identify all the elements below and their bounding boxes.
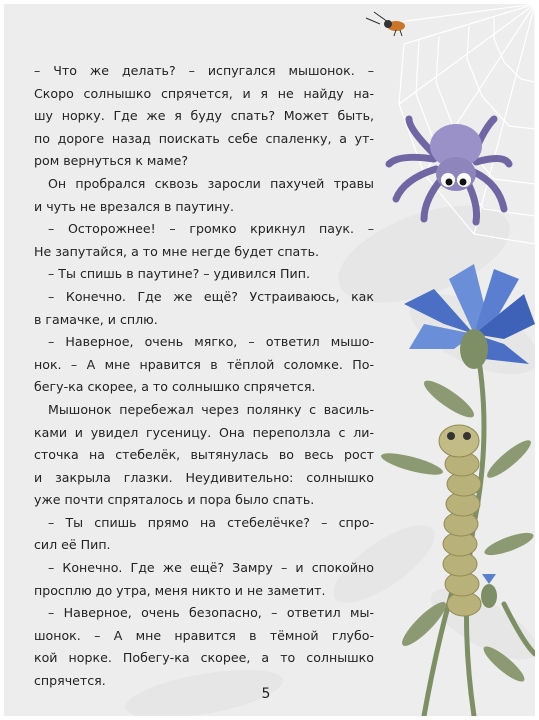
text-line: – Ты спишь в паутине? – удивился Пип. (48, 266, 310, 282)
text-line: – Наверное, очень безопасно, – ответил мы- (48, 605, 374, 621)
text-line: Он пробрался сквозь заросли пахучей травы (48, 175, 374, 191)
paragraph-4 (34, 263, 374, 286)
text-line: – Наверное, очень мягко, – ответил мышо- (48, 334, 374, 350)
text-line: шонок. – А мне нравится в тёмной глубо- (34, 627, 374, 643)
paragraph-2 (34, 173, 374, 218)
page-number: 5 (261, 686, 271, 702)
text-line: сил её Пип. (34, 537, 111, 553)
text-line: – Что же делать? – испугался мышонок. – (34, 63, 374, 78)
text-line: Скоро солнышко спрячется, и я не найду на- (34, 85, 374, 101)
paragraph-8 (34, 512, 374, 557)
text-line: шу норку. Где же я буду спать? Может быть, (34, 108, 374, 124)
paragraph-1 (34, 60, 374, 173)
text-line: уже почти спряталось и пора было спать. (34, 492, 315, 508)
text-line: бегу-ка скорее, а то солнышко спрячется. (34, 379, 316, 395)
text-line: и чуть не врезался в паутину. (34, 198, 234, 214)
text-line: – Осторожнее! – громко крикнул паук. – (48, 221, 374, 237)
text-line: спрячется. (34, 673, 106, 689)
text-line: ками и увидел гусеницу. Она переползла с ли- (34, 424, 374, 440)
text-line: – Ты спишь прямо на стебелёчке? – спро- (48, 514, 374, 530)
paragraph-7 (34, 399, 374, 512)
story-text (34, 60, 374, 693)
paragraph-5 (34, 286, 374, 331)
text-line: – Конечно. Где же ещё? Устраиваюсь, как (48, 288, 374, 304)
paragraph-6 (34, 331, 374, 399)
caterpillar-icon (439, 425, 481, 616)
paragraph-10 (34, 602, 374, 692)
book-page (4, 4, 535, 716)
text-line: – Конечно. Где же ещё? Замру – и спокойно (48, 560, 374, 576)
text-line: Не запутайся, а то мне негде будет спать. (34, 243, 320, 259)
text-line: и закрыла глазки. Неудивительно: солнышко (34, 469, 374, 485)
small-insect-icon (366, 12, 405, 36)
text-line: сточка на стебелёк, вытянулась во весь рост (34, 447, 374, 463)
text-line: просплю до утра, меня никто и не заметит. (34, 582, 326, 598)
text-line: Мышонок перебежал через полянку с василь- (48, 401, 374, 417)
flower-bud-icon (481, 574, 497, 608)
text-line: кой норке. Побегу-ка скорее, а то солнышко (34, 650, 374, 666)
text-line: в гамачке, и сплю. (34, 311, 158, 327)
text-line: ром вернуться к маме? (34, 153, 189, 169)
paragraph-9 (34, 557, 374, 602)
text-line: нок. – А мне нравится в тёплой соломке. По- (34, 356, 374, 372)
paragraph-3 (34, 218, 374, 263)
text-line: по дороге назад поискать себе спаленку, а ут- (34, 130, 374, 146)
